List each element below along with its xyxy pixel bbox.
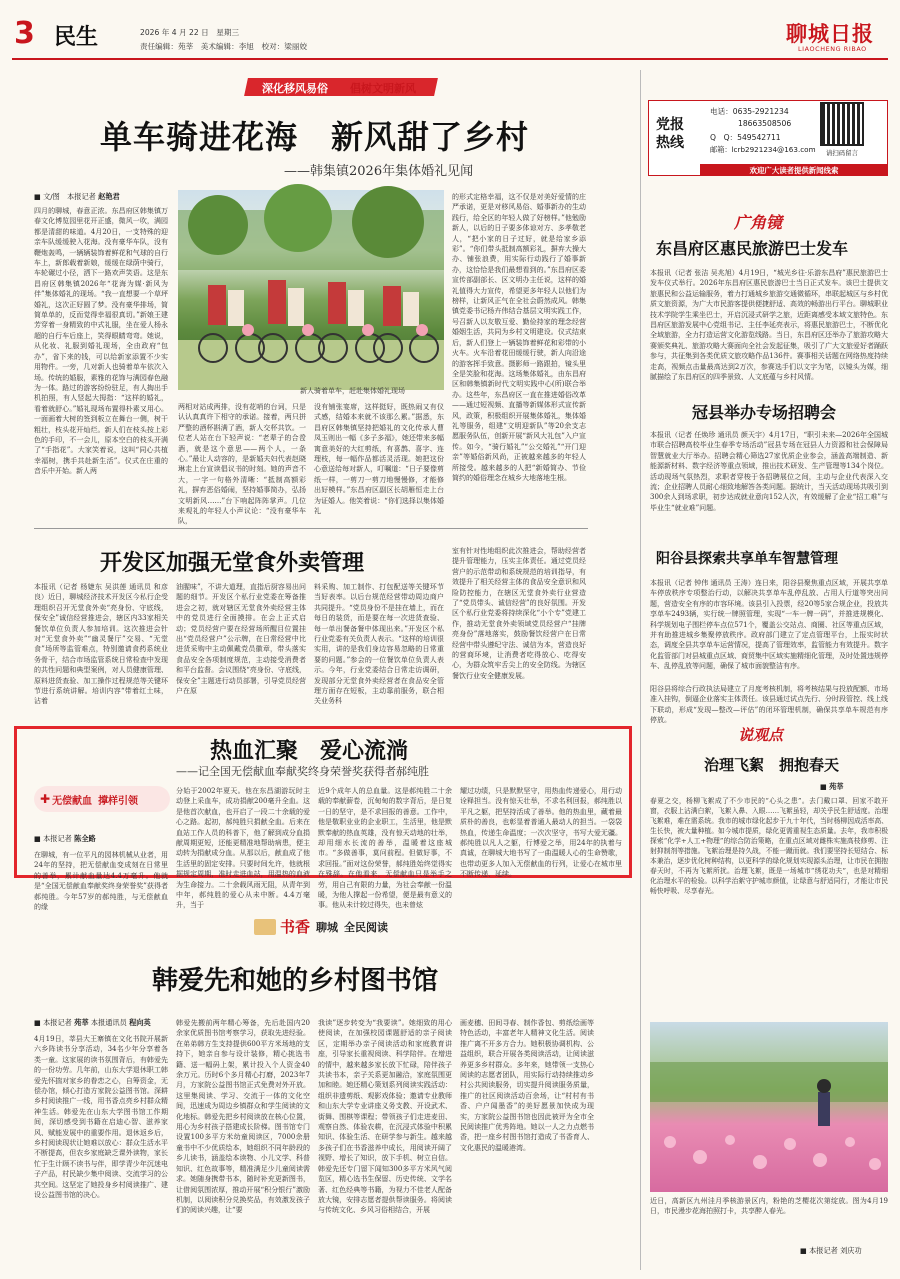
article-5-byline: ■ 苑莘 <box>820 782 844 791</box>
guangjiao-label: 广角镜 <box>734 213 783 232</box>
masthead <box>0 0 900 60</box>
blood-col-1: 在聊城，有一位平凡的园林机械从业者，用24年的坚持，把无偿献血变成刻在日常里的善举，累计献血量达4.4万毫升。他就是“全国无偿献血奉献奖终身荣誉奖”获得者郝纯胜。今年57岁的郝纯胜，与无偿献血的缘 <box>34 851 168 912</box>
book-icon <box>254 919 276 935</box>
article-5-title: 治理飞絮 拥抱春天 <box>704 756 840 774</box>
kitchen-title: 开发区加强无堂食外卖管理 <box>100 551 365 576</box>
blood-col-4: 耀过功绩，只是默默坚守，用热血传递爱心，用行动诠释担当。没有惊天壮举，不求名利回报，郝纯胜以平凡之躯，把坚持活成了善举。他的热血里，藏着最质朴的善良，也彰显着普通人最动人的担当。一袋袋热血，传递生命温度；一次次坚守，书写大爱无疆。郝纯胜以凡人之躯，行博爱之举，用24年的执着与真诚，在聊城大地书写了一曲温暖人心的生命赞歌，也带动更多人加入无偿献血的行列，让爱心在城市里不断传递、延续。 <box>460 787 622 879</box>
hotline-qq: Q Q：549542711 <box>710 133 781 142</box>
kitchen-col-2: 油腥味”，不讲大道理，直指后厨容易出问题的细节。开发区个私行业党委在筹备推进会之初，就对辖区无堂食外卖经营主体中的党员进行全面摸排。在会上正式启动；党员经营户要在经营场所醒目位置挂出“党员经营户”公示牌，在日常经营中比进货采购中主动佩戴党员徽章，带头落实食品安全各项制度规范，主动接受消费者和平台监督。会议围绕“亮身份、守底线，保安全”主题进行动员部署，引导党员经营户在原 <box>176 583 306 696</box>
column-divider <box>640 70 641 1270</box>
newspaper-logo: 聊城日报 <box>786 21 874 46</box>
square-icon: ■ <box>820 782 830 791</box>
newspaper-logo-en: LIAOCHENG RIBAO <box>798 45 867 53</box>
issue-date: 2026 年 4 月 22 日 星期三 <box>140 28 240 37</box>
kitchen-col-4: 室有针对性地组织此次推进会，帮助经营者提升管理能力，压实主体责任。通过党员经营户的示范带动和系统规范的培训指导，有效提升了相关经营主体的食品安全意识和风险防控能力，在辖区无堂食外卖行业营造了“党员带头、诚信经营”的良好氛围。开发区个私行业党委将持续深化“小个专”党建工作，推动无堂食外卖领域党员经营户“挂牌亮身份”落地落实，鼓励餐饮经营户在日常经营中带头遵纪守法、诚信为本，营造良好的营商环境，让消费者吃得放心、吃得安心，为群众筑牢舌尖上的安全防线。为辖区餐饮行业安全健康发展。 <box>452 547 586 680</box>
blood-title: 热血汇聚 爱心流淌 <box>210 739 409 764</box>
lead-title: 单车骑进花海 新风甜了乡村 <box>100 118 530 156</box>
hotline-mobile: 18663508506 <box>738 119 792 128</box>
reading-col-3: 我读”逐步转变为“我要读”。她细致的用心使阅读，在加强校园课题舒适的亲子阅读区，定期举办亲子阅读活动和家庭教育讲座，引导家长重视阅读、科学陪伴。在增进的情中，越来越多家长放下忙碌，陪伴孩子共读书本，亲子关系更加融洽，家庭氛围更加和睦。她还精心策划系列阅读实践活动：组织非遗剪纸、观影戏体验；邀请专业教师和山东大学专业讲座义务支教、开设武术、街舞、围棋等课程；带领孩子们走进麦田、观察自然、体验农耕，在沉浸式体验中积累知识、体验生活、在研学参与新生。越来越多孩子们在书香滋养中成长，用阅读开阔了视野、增长了知识，放下手机、树立自信。韩爱先还专门留下闻知300多平方米风气阅览区，精心选书生保留、历史传统、文学名著、红色经典等书籍，为视力不佳老人配备放大镜，安排志愿者提供帮读服务。将阅读与传统文化、乡风习俗相结合，开展 <box>318 1019 452 1215</box>
lead-col-2: 两相对站成两排，没有花哨的台词，只是认认真真许下相守的承诺。接着，两只拼严整的酒杯斟满了酒，新人交杯共饮。一位老人站在台下轻声说：“老辈子的合卺酒，就是这个意思——两个人，一条心。”最让人动容的，是新婚夫妇代表赵晓琳走上台宣读倡议书的时刻。她的声音不大，一字一句格外清晰：“抵制高额彩礼，摒弃恶俗婚闹，坚持婚事简办，弘扬文明新风……”台下响起阵阵掌声。几位来观礼的年轻人小声议论：“没有豪华车队， <box>178 403 306 526</box>
lead-col-4: 的形式定格幸福，这不仅是对美好爱情的庄严承诺，更是对移风易俗、婚事新办的生动践行，给全区的年轻人做了好榜样。”他勉励新人，以后的日子要多体谅对方、多孝敬老人，“把小家的日子过好，就是给家乡添彩”。“你们带头抵制高额彩礼，摒弃大操大办、铺张浪费，用实际行动践行了婚事新办，这恰恰是我们最想看到的。”东昌府区委宣传部副部长、区文明办主任说，这样的婚礼值得大力宣传，希望更多年轻人以他们为榜样，让新风正气在全社会蔚然成风。韩集镇党委书记杨卉伟结合基层文明实践工作，号召新人以友敬互爱、勤俭持家的理念经营婚姻生活，共同为乡村文明建设。仪式结束后，新人们登上一辆装饰着鲜花和彩带的小火车。火车沿着花田缓缓行驶，新人向沿途的游客挥手致意。摄影师一路跟拍，镜头里全是笑脸和花海。这场集体婚礼，由东昌府区和韩集镇新时代文明实践中心(所)联合举办。这些年，东昌府区一直在推进婚俗改革——通过短视频、直播等新媒体形式宣传新风，政策，积极组织开展集体婚礼，集体婚礼等服务，组建“文明迎新队”等20余支志愿服务队伍，创新开展“新风大礼包”入户宣传。如今，“骑行婚礼”“公交婚礼”“开门迎亲”等婚俗新风尚，正被越来越多的年轻人所接受。越来越多的人把“新婚简办、节俭简约的婚俗理念在城乡大地落地生根。 <box>452 193 586 482</box>
reading-banner <box>254 916 388 937</box>
blood-col-2: 分始于2002年夏天。他在东昌湖游玩时主动登上采血车，成功捐献200毫升全血。这是他首次献血，也开启了一段二十余载的爱心之路。起初，郝纯胜只捐献全血。后来在血站工作人员的科普下，他了解到成分血捐献周期更短，还能更精准地帮助病患，便主动转为捐献成分血。从那以后，献血成了他生活里的固定安排。只要时间允许，他就根据规定周期，准时走进血站，用温热的血液为生命接力。二十余载风雨无阻，从青年到中年，郝纯胜的爱心从未中断。4.4万毫升，当于 <box>176 787 310 910</box>
hotline-welcome: 欢迎广大读者提供新闻线索 <box>700 164 888 176</box>
lead-col-1: 四月的聊城，春意正浓。东昌府区韩集镇万春文化博览园里花开正盛，微风一吹，满园都是清甜的味道。4月20日，一支特殊的迎亲车队缓缓驶入花海。没有豪华车队，没有鞭炮轰鸣，一辆辆装饰着鲜花和气球的自行车上，新郎载着新娘，缓缓在绿荫中骑行，车轮碾过小径，洒下一路欢声笑语。这是东昌府区韩集镇2026年“花海为媒·新风为伴”集体婚礼的现场。“我一直想要一个草坪婚礼，这次正好圆了梦。没有豪华排场，简简单单的，反而觉得幸福很真切。”新娘王建芳穿着一身精致的中式礼服，坐在爱人杨永超的自行车后座上，笑得眼睛弯弯。她说，从化妆、礼服到婚礼现场，全由政府“包办”，省下来的钱，可以给新家添置不少实用物件。一旁，几对新人也骑着单车依次入场。传统的婚服，素雅的花饰与满园春色融为一体。路过的游客纷纷驻足，有人掏出手机拍照，有人竖起大拇指：“这样的婚礼，看着就舒心。”婚礼现场布置得朴素又用心。一面画着大树的签到板立在舞台一侧，树干粗壮，枝头花开灿烂。新人们在枝头按上彩色的手印，不一会儿，原本空白的枝头开满了“手指花”。大家笑着说，这叫“同心共植幸福树，携手共赴新生活”。仪式在庄重的音乐中开始。新人两 <box>34 207 168 476</box>
hotline-phone: 电话：0635-2921234 <box>710 107 789 116</box>
blood-byline: ■ 本报记者 陈全路 <box>34 834 96 843</box>
blood-logo-left: 无偿献血 <box>52 795 93 807</box>
hotline-title: 党报热线 <box>656 117 684 151</box>
plus-icon: ✚ <box>40 792 51 806</box>
flower-photo-caption: 近日，高新区九州洼月季核游景区内，粉艳的芝樱花次第绽放。图为4月19日，市民漫步花海拍照打卡，共享醉人春光。 <box>650 1197 888 1216</box>
lead-subtitle: ——韩集镇2026年集体婚礼见闻 <box>284 164 474 179</box>
lead-photo-caption: 新人骑着单车，赶赴集体婚礼现场 <box>300 387 405 395</box>
reading-banner-right: 全民阅读 <box>344 920 389 934</box>
topic-banner-right: 倡树文明新风 <box>350 82 416 95</box>
square-icon: ■ <box>800 1246 810 1255</box>
article-3-title: 阳谷县探索共享单车智慧管理 <box>656 551 838 567</box>
article-3-text: 本报讯（记者 钟伟 通讯员 王涛）连日来，阳谷县聚焦重点区域，开展共享单车停放秩序专项整治行动，以解决共享单车乱停乱放、占用人行道等突出问题，营造安全有序的市容环境。该县引入投票，经20等5家合规企业，投放共享单车2493辆，实行统一牌照管理，实现“一车一牌一码”，并推进规模化、科学规划电子围栏停车点位571个，覆盖公交站点、商圈、社区等重点区域，并有助推进城乡集聚停放秩序。政府部门建立了定点管理平台，上报实时状态，调度全县共享单车运营情况，提高了管理效率，监管能力有效提升。数字化监管部门对县城重点区域、商贸集中区域实施精细化管理，及时处置违规停车、乱停乱放等问题，确保了城市面貌整洁有序。 <box>650 579 888 671</box>
square-icon: ■ <box>34 1018 44 1027</box>
flower-photo <box>650 1022 888 1192</box>
square-icon: ■ <box>34 834 44 843</box>
reading-byline: ■ 本报记者 苑莘 本报通讯员 程向英 <box>34 1018 151 1027</box>
section-name: 民生 <box>54 24 99 50</box>
article-2-title: 冠县举办专场招聘会 <box>692 403 837 422</box>
blood-logo-right: 撑样引领 <box>98 795 139 807</box>
square-icon: ■ <box>34 192 44 201</box>
article-1-text: 本报讯（记者 张洁 吴兆旭）4月19日，“城光乡往·乐游东昌府”惠民旅游巴士发车仪式举行。2026年东昌府区惠民旅游巴士当日正式发车。该巴士提供文旅惠民和公益运输服务，着力打通城乡旅游交通微循环，串联起城区与乡村优质文旅资源，为广大市民游客提供便捷舒适、高效的畅游出行平台。聊城职业技术学院学生乘坐巴士，开启沉浸式研学之旅，近距离感受本域文旅特色。东昌府区旅游发展中心党组书记、主任李延亮表示，将惠民旅游巴士，不断优化全域旅游，全力打造运营文化游览线路。当日，东昌府区还举办了旅游攻略大赛颁奖典礼、旅游攻略大赛面向全社会发起征集，吸引了广大文旅爱好者踊跃参与，共征集到各类优质文旅攻略作品136件。赛事相关话题在网络热度持续走高，视频点击量最高达到2万次，参赛选手们以文字为笔，以镜头为媒，细腻描绘了东昌府区的四季景致、人文底蕴与乡村风情。 <box>650 269 888 382</box>
flower-photo-credit: ■ 本报记者 刘庆功 <box>800 1246 862 1255</box>
reading-col-2: 韩爱先搬前两年精心筹备，先后赴国内20余家优质图书馆考察学习，获取先进经验。在弟弟韩方生支持提供600平方米场地的支持下，她亲自参与设计装修，精心挑选书籍、送一幅码上架，累计投入个人资金40余万元。历时6个多月精心打磨，2023年7月，方家院公益图书馆正式免费对外开放。这里集阅读、学习、交流于一体的文化空间，迅速成为周边乡镇群众和学生阅读的文化地标。韩爱先把乡村阅读放在核心位置，用心为乡村孩子搭建成长阶梯。图书馆专门设置100多平方米幼童阅读区，7000余册童书中不少优质绘本，她组织不同年龄段的乡儿读书，涵盖绘本读物、小儿文学、科普知识、红色故事等，精准满足少儿童阅读需求。她随身携带书本，随时补充更新图书，让借阅氛围浓厚，推动开展“积分银行”激励机制，以阅读积分兑换奖品，有效激发孩子们的阅读兴趣，让“要 <box>176 1019 310 1215</box>
blood-col-3: 近9个成年人的总血量。这是郝纯胜二十余载的奉献薪卷，沉甸甸的数字背后，是日复一日的坚守，是不求回报的善意。工作中，他是敬职业业的企业职工，生活里，他是默默奉献的热血英雄，没有惊天动地的壮举，却用细水长流的善举，温暖着这座城市。“多做善事，莫问前程。但做好事，不求回报。”面对这份荣誉，郝纯胜始终觉得实在殊辞。在他看来，无偿献血只是举手之劳，用自己有限的力量，为社会奉献一份温暖，为他人撑起一份希望，便是最有意义的事。他从未计较过得失，也未曾炫 <box>318 787 452 910</box>
divider <box>34 528 588 529</box>
kitchen-col-1: 本报讯（记者 杨婕东 吴洪莲 通讯员 和彦良）近日，聊城经济技术开发区今私行企受理组织召开无堂食外卖“亮身份、守底线，保安全”诚信经营推进会，辖区内33家相关餐饮单位负责人参加培训。这次推进会针对“无堂食外卖”“幽灵餐厅”交易、“无堂食”场所等监管难点，特别邀请食药系统业务骨干，结合市场监管系统日常检查中发现的共性问题和典型案例，对人员健康管理、原料进货查验、加工操作过程规范等关键环节进行系统讲解。培训内容“带着红土味，沾着 <box>34 583 168 706</box>
reading-col-1: 4月19日，莘县大王寨镇在文化书院开展新六乡阵读书分享活动，34名少年分享着各类一童。这家展的读书氛围背后，有韩爱先的一份功劳。几年前，山东大学退休职工韩爱先怀揣对家乡的眷恋之心，自筹资金，无偿办馆，倾心打造方家院公益图书馆。深耕乡村阅读推广一线，用书香点亮乡村群众精神生活。韩爱先在山东大学图书馆工作期间，深切感受到书籍在启迪心智、滋养家风、赋能发展中的重要作用。退休返乡后，乡村阅读现状让她难以放心：群众生活水平不断提高，但农乡家庭缺乏课外读物，家长忙于生计顾不读书与伴，即学青少年沉迷电子产品，村民缺少集中阅读、交流学习的公共空间。这坚定了她投身乡村阅读推广、建设公益图书馆的决心。 <box>34 1035 168 1200</box>
wedding-bicycles-illustration <box>178 190 444 390</box>
article-4-text: 阳谷县将综合行政执法局建立了月度考核机制，将考核结果与投放配额、市场准入挂钩，倒逼企业落实主体责任。该县通过试点先行、分时段管控、线上线下联动，形成“发现—整改—评估”的闭环管理机制，确保共享单车规范有序停放。 <box>650 685 888 725</box>
qr-code-icon[interactable] <box>822 104 862 144</box>
lead-photo <box>178 190 444 390</box>
masthead-rule <box>12 58 888 60</box>
editors-line: 责任编辑：苑莘 美术编辑：李旭 校对：梁丽姣 <box>140 42 308 51</box>
article-5-text: 春夏之交，杨柳飞絮成了不少市民的“心头之患”。去门戴口罩、回家不敢开窗，衣服上沾满白絮，飞絮入鼻、入眼……飞絮虽轻，却关乎民生舒适度。治理飞絮难，难在需系统。我市的城市绿化起步于九十年代，当时杨柳因成活率高、生长快，被大量种植。如今城市提质，绿化更需重视生态质量。去年，我市积极探索“化学+人工+物理”的综合防治策略，在重点区域对雌株实施高枝修剪、注射抑制剂等措施。飞絮治理是持久战，不能一蹴而就。我们要坚持长短结合、标本兼治，逐步优化树种结构，以更科学的绿化规划实现源头治理，让市民在拥抱春天时，不再为飞絮所扰。治理飞絮，既是一场城市“绣花功夫”，也是对精细化治理水平的检验。以科学治絮守护城市颜值，让绿意与舒适同行，才能让市民畅快呼吸、尽享春光。 <box>650 797 888 895</box>
flower-field-illustration <box>650 1022 888 1192</box>
article-1-title: 东昌府区惠民旅游巴士发车 <box>656 239 849 258</box>
lead-col-3: 没有铺张宴席，这样挺好，既热闹又有仪式感，结婚本来就不该那么累。”据悉，东昌府区韩集镇坚持把婚礼的文化传承人曹凤玉则出一幅《多子多福》，她还带来多幅寓意美好的大红剪纸，有喜鹊、喜字、连理枝，每一幅作品都活灵活现。她把这份心意送给每对新人，叮嘱道：“日子要像剪纸一样，一剪刀一剪刀地慢慢修，才能修出好模样。”东昌府区副区长胡雁恒走上台为证婚人。他笑着说：“你们选择以集体婚礼 <box>314 403 444 516</box>
lead-byline: ■ 文/图 本报记者 赵艳君 <box>34 192 120 201</box>
page-number: 3 <box>14 16 35 51</box>
blood-subtitle: ——记全国无偿献血奉献奖终身荣誉奖获得者郝纯胜 <box>176 765 429 778</box>
reading-banner-mid: 聊城 <box>316 920 339 934</box>
topic-banner-left: 深化移风易俗 <box>262 82 328 95</box>
reading-title: 韩爱先和她的乡村图书馆 <box>152 966 439 996</box>
article-2-text: 本报讯（记者 任焕珍 通讯员 颜天宇）4月17日，“职引未来—2026年全国城市联合招聘高校毕业生春季专场活动”冠县专场在冠县人力资源和社会保障局智慧就业大厅举办。招聘会精心筛选27家优质企业参会，涵盖高端制造、新能源新材料、数字经济等重点领域，推出技术研发、生产管理等134个岗位。活动现场气氛热烈，求职者穿梭于各招聘展位之间，主动与企业代表深入交流；企业招聘人员耐心细致地解答各类问题。据统计，当天活动现场共吸引到300余人到场求职，初步达成就业意向152人次，有效缓解了企业“招工难”与毕业生“就业难”问题。 <box>650 431 888 512</box>
reading-col-4: 画麦穗、田间寻春、制作香包、剪纸绘画等特色活动，丰富老年人精神文化生活。阅读推广离不开多方合力。她积极协调机构、公益组织，联合开展各类阅读活动，让阅读滋养更多乡村群众。多年来，她带领一支热心阅读的志愿者团队，用实际行动持续推动乡村公共阅读服务，切实提升阅读服务质量，推广的社区阅读活动百余场，让“村村有书香、户户闻墨香”的美好愿景加快成为现实，方家院公益图书馆也因此被评为全市全民阅读推广优秀阵地。她以一人之力点燃书香，把一座乡村图书馆打造成了书香育人、文化惠民的温暖港湾。 <box>460 1019 594 1152</box>
qr-scan-label: 请扫码留言 <box>826 149 858 157</box>
kitchen-col-3: 料采购、加工制作、打包配送等关键环节当好表率。以后台规范经营带动周边商户共同提升。“党员身份不是挂在墙上，而在每日的装货，而是要在每一次进货查验、每一单出餐备餐中体现出来。”开发区个私行业党委有关负责人表示。“这样的培训很实用，讲的是我们身边容易忽略的日常重要的问题。”参会的一位餐饮单位负责人表示。今年，行业党委结合日常走访调研，发现部分无堂食外卖经营者在食品安全管理方面存在短板，主动靠前服务，联合相关业务科 <box>314 583 444 706</box>
reading-banner-left: 书香 <box>280 918 311 936</box>
blood-logo <box>34 786 170 812</box>
guandian-label: 说观点 <box>738 726 784 744</box>
hotline-email: 邮箱：lcrb2921234@163.com <box>710 145 816 154</box>
